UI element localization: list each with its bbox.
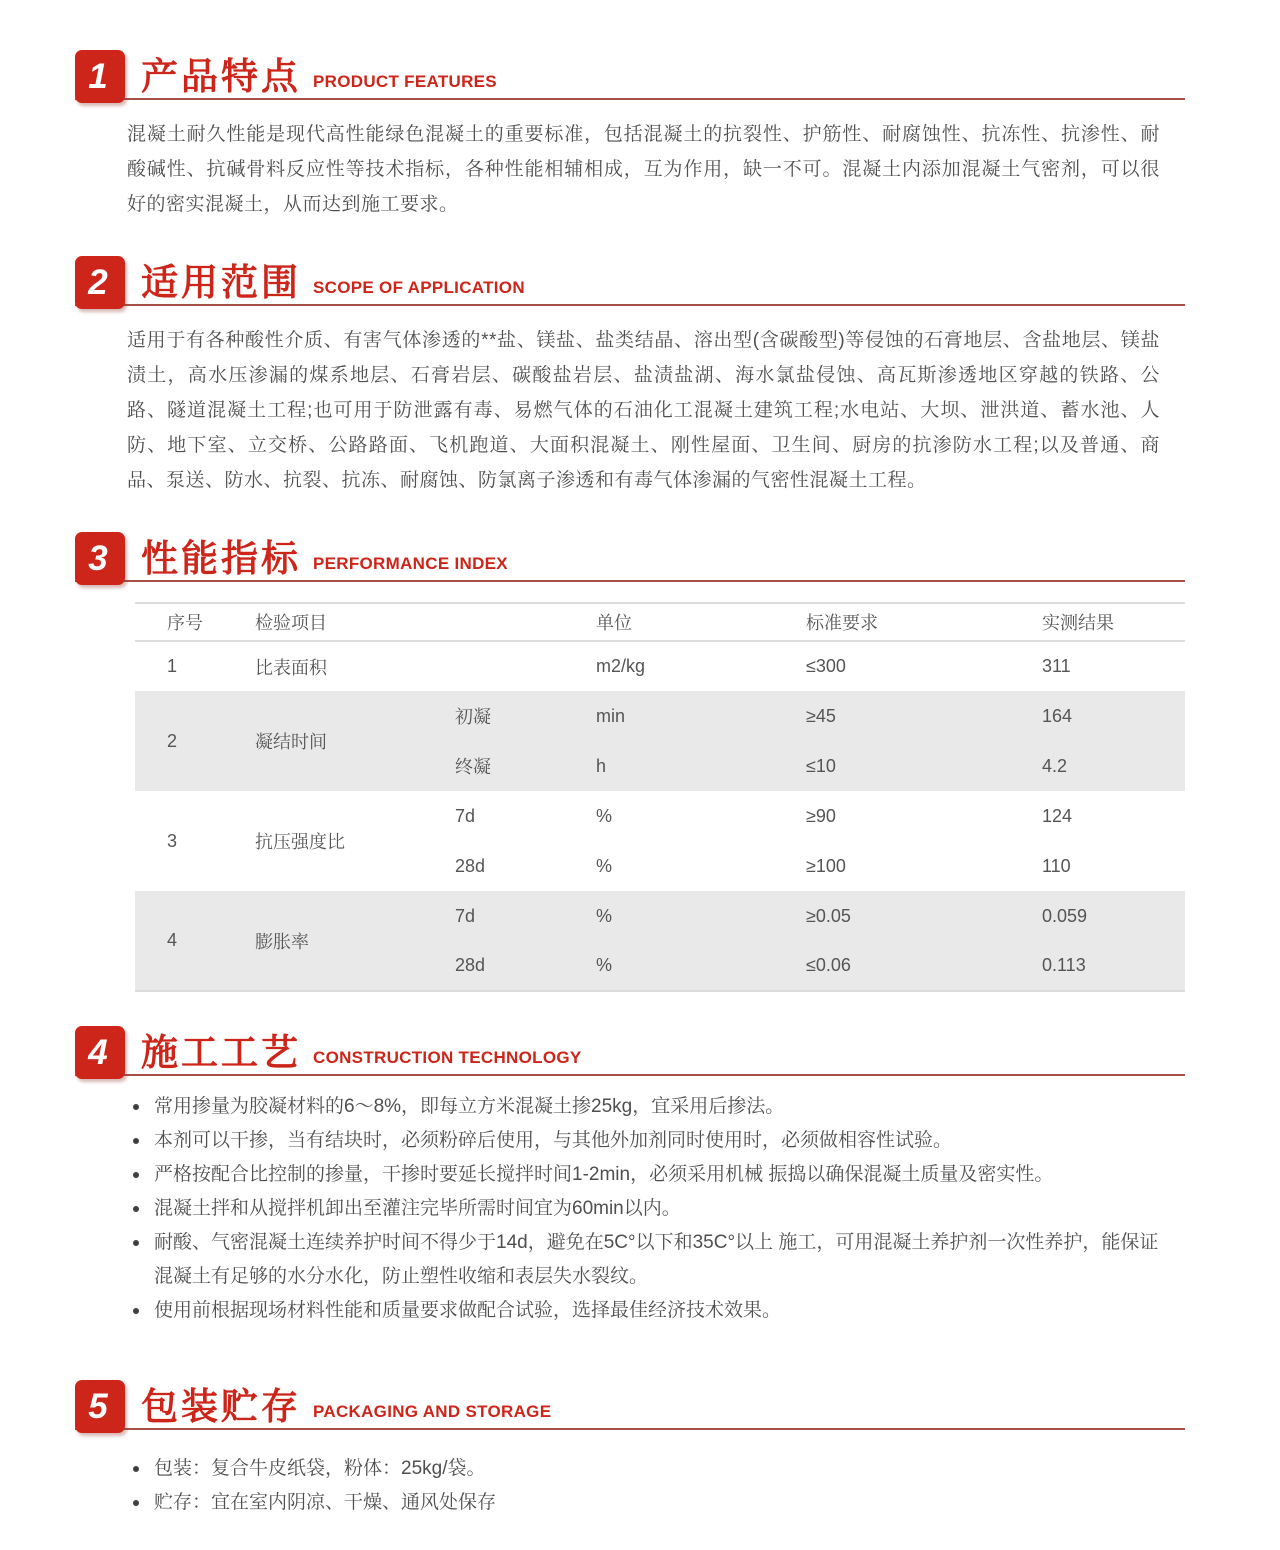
bullet-dot-icon <box>133 1138 139 1144</box>
section-5-header <box>75 1372 1185 1430</box>
cell-result: 311 <box>1042 656 1071 676</box>
performance-table <box>135 602 1185 992</box>
section-3-subtitle: PERFORMANCE INDEX <box>313 554 508 573</box>
section-performance-index <box>75 524 1185 992</box>
cell-no: 1 <box>167 656 178 676</box>
bullet-text: 本剂可以干掺，当有结块时，必须粉碎后使用，与其他外加剂同时使用时，必须做相容性试验。 <box>154 1130 953 1151</box>
cell-standard: ≥90 <box>806 805 836 826</box>
section-3-title: 性能指标 <box>141 538 301 579</box>
cell-result: 124 <box>1042 805 1073 826</box>
section-product-features <box>75 42 1185 222</box>
list-item <box>130 1090 1160 1124</box>
section-5-number-badge <box>75 1380 125 1433</box>
section-2-title: 适用范围 <box>141 262 301 303</box>
section-3-number-badge <box>75 532 125 585</box>
header-item: 检验项目 <box>255 613 327 633</box>
section-5-number: 5 <box>88 1386 108 1426</box>
cell-standard: ≤10 <box>770 741 1010 791</box>
section-1-subtitle: PRODUCT FEATURES <box>313 72 497 91</box>
section-5-subtitle: PACKAGING AND STORAGE <box>313 1402 552 1421</box>
cell-sub: 初凝 <box>435 691 560 741</box>
table-row <box>135 791 1185 841</box>
cell-result: 110 <box>1042 855 1071 876</box>
cell-standard: ≤0.06 <box>770 941 1010 991</box>
list-item <box>130 1226 1160 1294</box>
section-packaging-and-storage <box>75 1372 1185 1520</box>
section-4-subtitle: CONSTRUCTION TECHNOLOGY <box>313 1048 582 1067</box>
section-2-number: 2 <box>88 262 108 302</box>
cell-standard: ≥45 <box>770 691 1010 741</box>
bullet-dot-icon <box>133 1308 139 1314</box>
cell-sub: 终凝 <box>435 741 560 791</box>
list-item <box>130 1452 1160 1486</box>
section-2-subtitle: SCOPE OF APPLICATION <box>313 278 525 297</box>
cell-result: 0.113 <box>1010 941 1185 991</box>
cell-item: 比表面积 <box>255 657 327 678</box>
cell-unit: h <box>560 741 770 791</box>
section-3-header <box>75 524 1185 582</box>
section-1-title: 产品特点 <box>141 56 301 97</box>
cell-unit: % <box>560 941 770 991</box>
cell-unit: % <box>560 891 770 941</box>
bullet-dot-icon <box>133 1206 139 1212</box>
bullet-dot-icon <box>133 1466 139 1472</box>
packaging-bullet-list <box>130 1452 1160 1520</box>
cell-item: 抗压强度比 <box>255 832 345 852</box>
section-1-number: 1 <box>88 56 108 96</box>
section-2-header <box>75 248 1185 306</box>
section-1-header <box>75 42 1185 100</box>
cell-sub: 28d <box>455 855 486 876</box>
cell-unit: % <box>596 805 613 826</box>
list-item <box>130 1294 1160 1328</box>
section-4-number: 4 <box>88 1032 108 1072</box>
section-1-paragraph: 混凝土耐久性能是现代高性能绿色混凝土的重要标准，包括混凝土的抗裂性、护筋性、耐腐蚀性、抗冻性、抗渗性、耐酸碱性、抗碱骨料反应性等技术指标，各种性能相辅相成，互为作用，缺一不可。混凝土内添加混凝土气密剂，可以很好的密实混凝土，从而达到施工要求。 <box>127 124 1160 215</box>
header-sub <box>435 603 560 641</box>
header-unit: 单位 <box>596 613 632 633</box>
table-header-row <box>135 603 1185 641</box>
section-4-title: 施工工艺 <box>141 1032 301 1073</box>
cell-sub: 7d <box>435 891 560 941</box>
section-2-paragraph: 适用于有各种酸性介质、有害气体渗透的**盐、镁盐、盐类结晶、溶出型(含碳酸型)等侵蚀的石膏地层、含盐地层、镁盐渍土，高水压渗漏的煤系地层、石膏岩层、碳酸盐岩层、盐渍盐湖、海水氯盐侵蚀、高瓦斯渗透地区穿越的铁路、公路、隧道混凝土工程;也可用于防泄露有毒、易燃气体的石油化工混凝土建筑工程;水电站、大坝、泄洪道、蓄水池、人防、地下室、立交桥、公路路面、飞机跑道、大面积混凝土、刚性屋面、卫生间、厨房的抗渗防水工程;以及普通、商品、泵送、防水、抗裂、抗冻、耐腐蚀、防氯离子渗透和有毒气体渗漏的气密性混凝土工程。 <box>127 330 1160 491</box>
cell-standard: ≤300 <box>806 656 846 676</box>
cell-result: 4.2 <box>1010 741 1185 791</box>
cell-result: 0.059 <box>1010 891 1185 941</box>
cell-no: 2 <box>135 691 225 791</box>
bullet-text: 常用掺量为胶凝材料的6～8%，即每立方米混凝土掺25kg，宜采用后掺法。 <box>154 1096 785 1117</box>
bullet-text: 严格按配合比控制的掺量，干掺时要延长搅拌时间1-2min，必须采用机械 振捣以确保混凝土质量及密实性。 <box>154 1164 1054 1185</box>
cell-sub: 28d <box>435 941 560 991</box>
list-item <box>130 1192 1160 1226</box>
bullet-text: 使用前根据现场材料性能和质量要求做配合试验，选择最佳经济技术效果。 <box>154 1300 782 1321</box>
construction-bullet-list <box>130 1090 1160 1328</box>
section-4-header <box>75 1018 1185 1076</box>
list-item <box>130 1486 1160 1520</box>
section-4-number-badge <box>75 1026 125 1079</box>
cell-standard: ≥0.05 <box>770 891 1010 941</box>
bullet-text: 耐酸、气密混凝土连续养护时间不得少于14d，避免在5C°以下和35C°以上 施工，可用混凝土养护剂一次性养护，能保证混凝土有足够的水分水化，防止塑性收缩和表层失水裂纹。 <box>154 1232 1159 1287</box>
cell-unit: % <box>596 855 613 876</box>
bullet-text: 贮存：宜在室内阴凉、干燥、通风处保存 <box>154 1492 497 1513</box>
section-5-title: 包装贮存 <box>141 1386 301 1427</box>
bullet-dot-icon <box>133 1172 139 1178</box>
header-no: 序号 <box>167 613 203 633</box>
list-item <box>130 1158 1160 1192</box>
bullet-dot-icon <box>133 1104 139 1110</box>
cell-unit: m2/kg <box>596 656 646 676</box>
cell-unit: min <box>560 691 770 741</box>
bullet-dot-icon <box>133 1240 139 1246</box>
section-scope-of-application <box>75 248 1185 498</box>
cell-sub <box>435 641 560 691</box>
table-row <box>135 891 1185 941</box>
cell-sub: 7d <box>455 805 476 826</box>
table-row <box>135 691 1185 741</box>
table-row <box>135 641 1185 691</box>
section-2-number-badge <box>75 256 125 309</box>
cell-no: 3 <box>167 830 178 851</box>
header-result: 实测结果 <box>1042 613 1114 633</box>
section-construction-technology <box>75 1018 1185 1328</box>
header-standard: 标准要求 <box>806 613 878 633</box>
cell-result: 164 <box>1010 691 1185 741</box>
bullet-dot-icon <box>133 1500 139 1506</box>
list-item <box>130 1124 1160 1158</box>
cell-no: 4 <box>135 891 225 991</box>
cell-item: 膨胀率 <box>225 891 435 991</box>
section-3-number: 3 <box>88 538 108 578</box>
bullet-text: 混凝土拌和从搅拌机卸出至灌注完毕所需时间宜为60min以内。 <box>154 1198 681 1219</box>
cell-item: 凝结时间 <box>225 691 435 791</box>
bullet-text: 包装：复合牛皮纸袋，粉体：25kg/袋。 <box>154 1458 486 1479</box>
cell-standard: ≥100 <box>806 855 846 876</box>
section-1-number-badge <box>75 50 125 103</box>
